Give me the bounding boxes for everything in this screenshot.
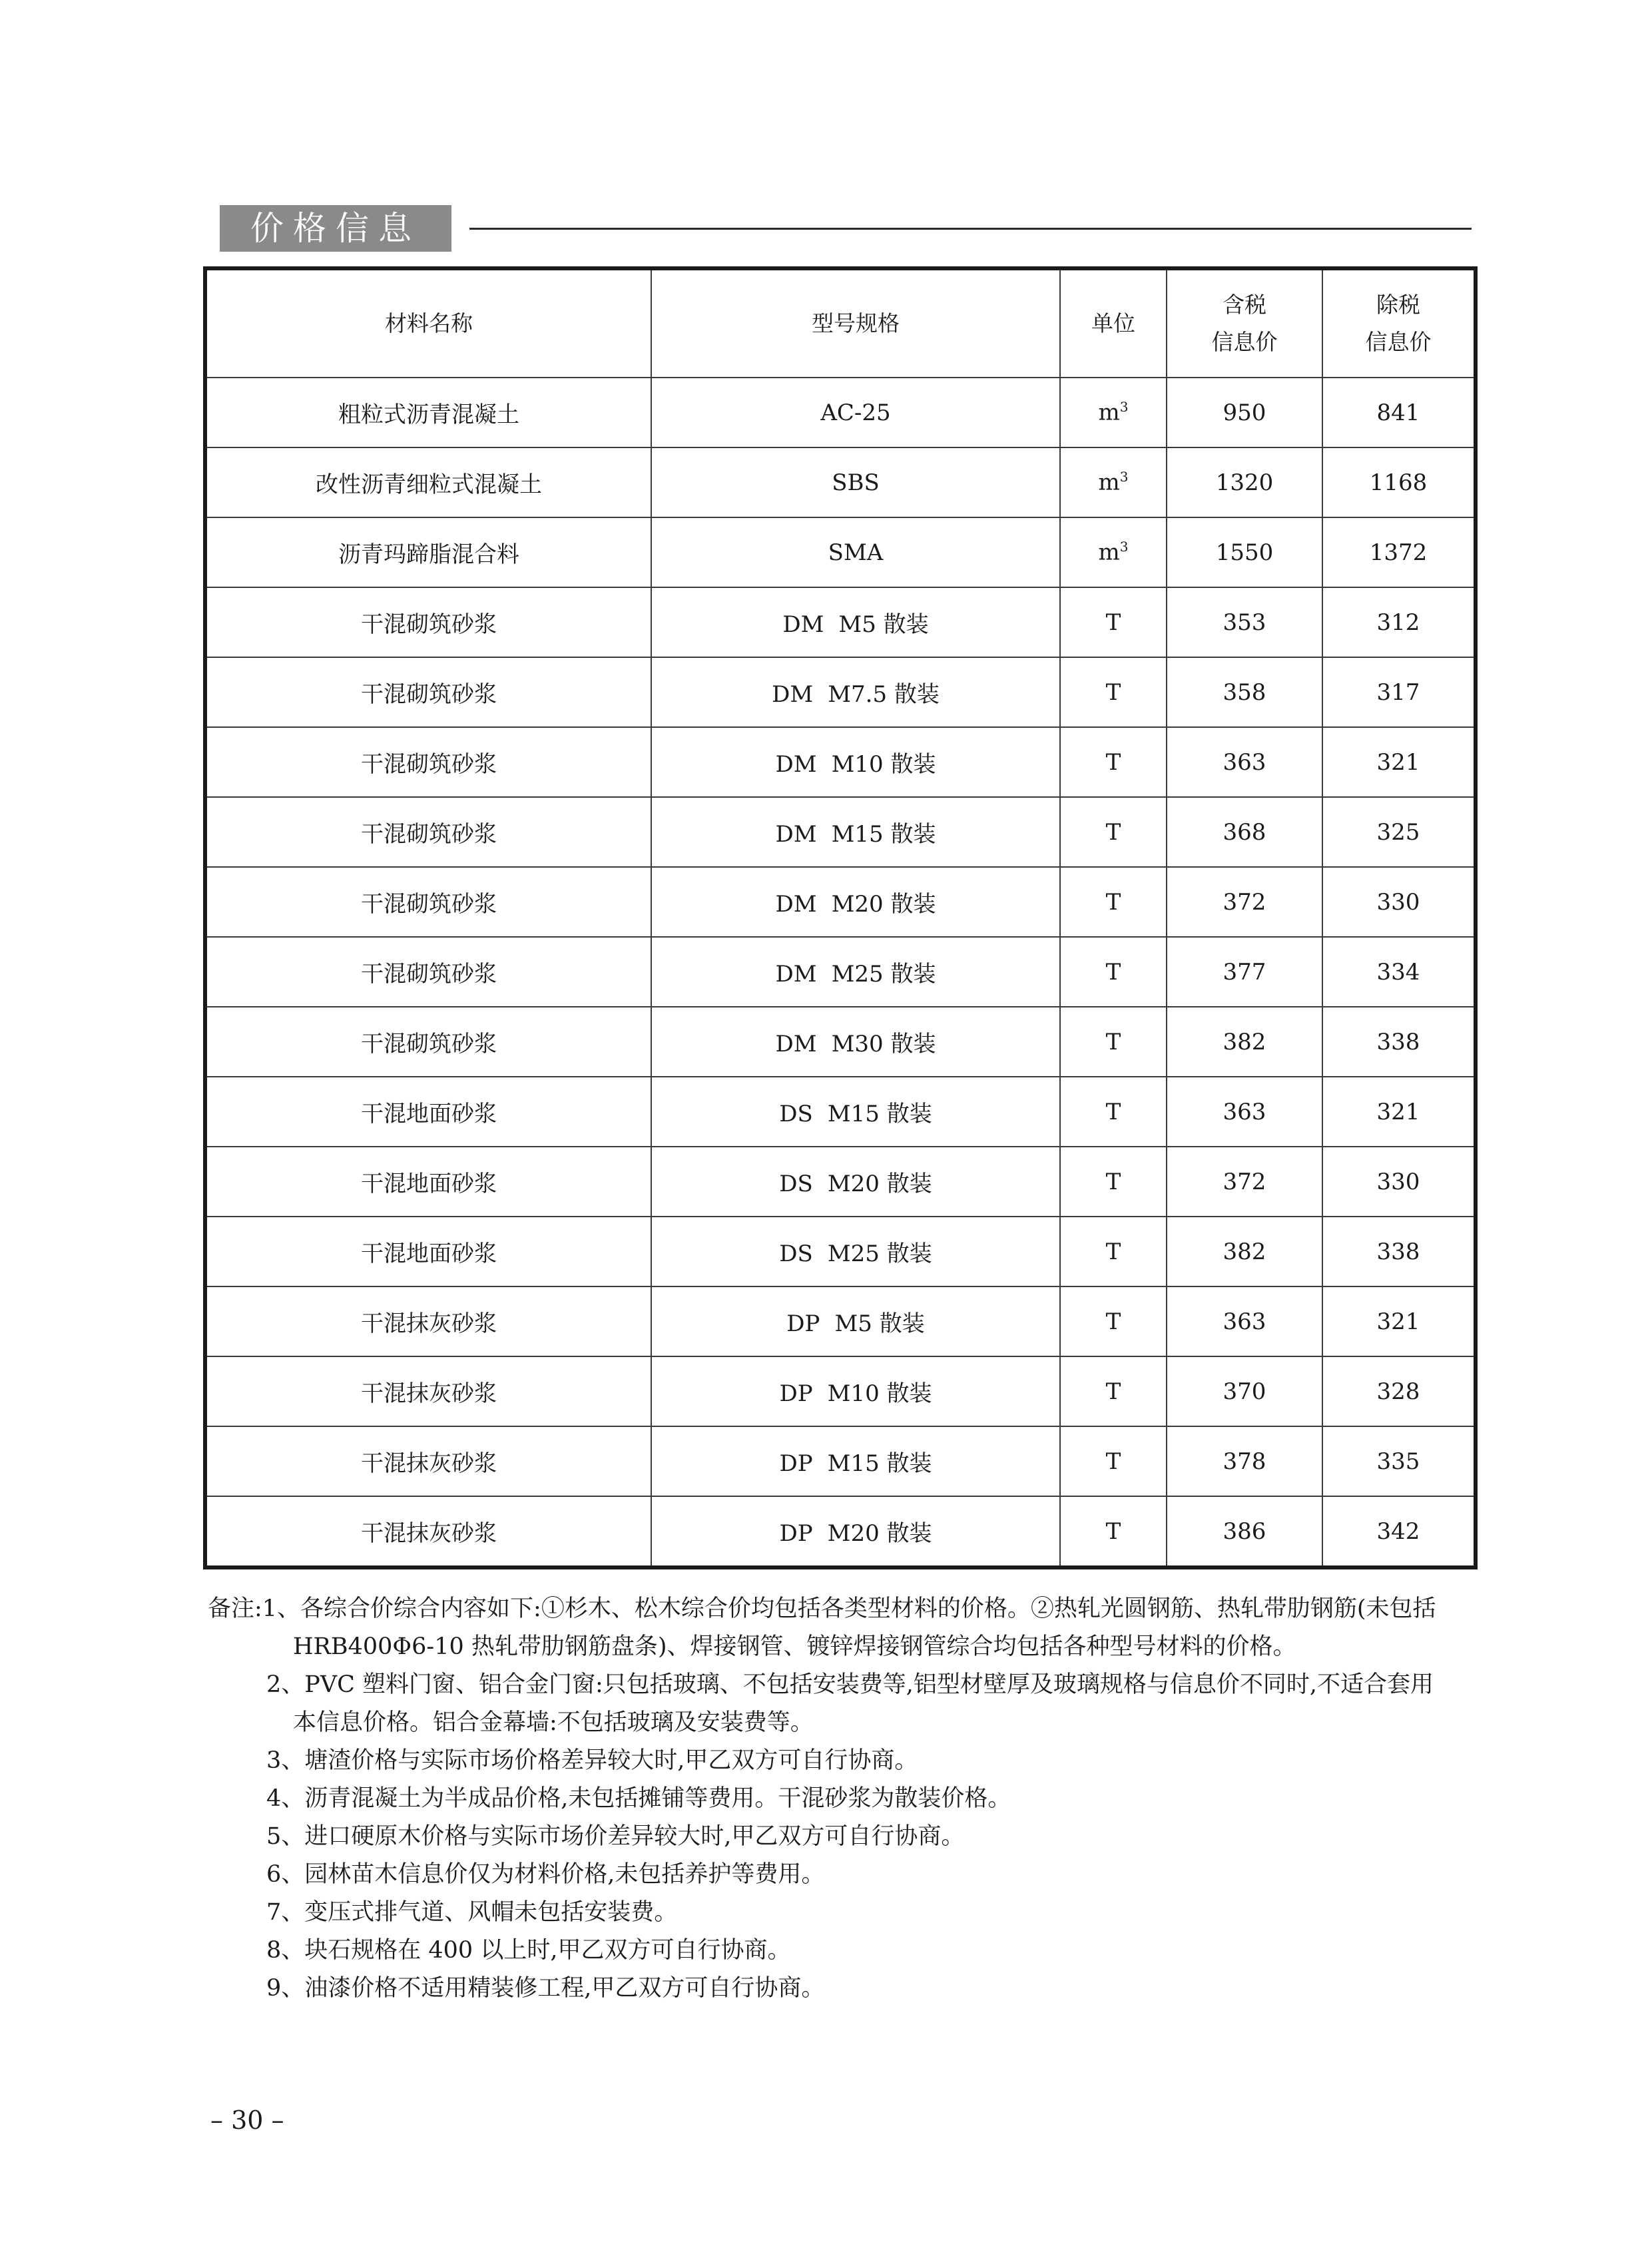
cell-price-tax-excl: 325 [1322, 797, 1476, 867]
spec-grade: M5 散装 [838, 611, 929, 638]
cell-name: 干混抹灰砂浆 [205, 1286, 651, 1356]
note-line: 8、块石规格在 400 以上时,甲乙双方可自行协商。 [266, 1937, 791, 1964]
table-row [205, 657, 1476, 727]
header-tax-excl-line1: 除税 [1376, 292, 1420, 318]
cell-price-tax-incl: 382 [1167, 1217, 1322, 1286]
cell-price-tax-excl: 330 [1322, 1147, 1476, 1217]
cell-unit [1060, 587, 1167, 657]
spec-series: DP [779, 1520, 813, 1547]
spec-series: DS [779, 1171, 813, 1197]
spec-grade: M5 散装 [834, 1310, 925, 1337]
cell-name: 干混砌筑砂浆 [205, 1007, 651, 1077]
note-line: 备注:1、各综合价综合内容如下:①杉木、松木综合价均包括各类型材料的价格。②热轧光圆钢筋、热轧带肋钢筋(未包括 [208, 1595, 1436, 1622]
spec-grade: M15 散装 [831, 821, 936, 848]
note-line: 9、油漆价格不适用精装修工程,甲乙双方可自行协商。 [266, 1975, 825, 2002]
unit-text: T [1105, 748, 1121, 776]
table-row [205, 1147, 1476, 1217]
table-row [205, 1007, 1476, 1077]
cell-spec [651, 378, 1060, 447]
unit-text: T [1105, 679, 1121, 706]
header-rule [469, 228, 1472, 230]
cell-spec [651, 937, 1060, 1007]
note-line: 5、进口硬原木价格与实际市场价差异较大时,甲乙双方可自行协商。 [266, 1823, 965, 1850]
spec-grade: M20 散装 [827, 1171, 932, 1197]
cell-unit [1060, 1077, 1167, 1147]
table-header-row [205, 268, 1476, 378]
cell-spec [651, 517, 1060, 587]
cell-price-tax-excl: 335 [1322, 1426, 1476, 1496]
spec-series: SBS [832, 469, 880, 496]
spec-series: DM [782, 611, 824, 638]
note-line: 3、塘渣价格与实际市场价格差异较大时,甲乙双方可自行协商。 [266, 1747, 918, 1774]
spec-series: AC-25 [820, 399, 891, 426]
cell-name: 沥青玛蹄脂混合料 [205, 517, 651, 587]
header-tax-excl-line2: 信息价 [1365, 329, 1432, 355]
spec-grade: M30 散装 [831, 1031, 936, 1057]
cell-spec [651, 1147, 1060, 1217]
table-row [205, 1426, 1476, 1496]
spec-series: DM [775, 961, 817, 988]
cell-spec [651, 1496, 1060, 1567]
spec-series: DS [779, 1101, 813, 1127]
section-header [220, 205, 1472, 252]
cell-price-tax-excl: 334 [1322, 937, 1476, 1007]
cell-price-tax-incl: 372 [1167, 867, 1322, 937]
cell-price-tax-excl: 321 [1322, 1286, 1476, 1356]
note-line: 本信息价格。铝合金幕墙:不包括玻璃及安装费等。 [293, 1709, 814, 1736]
cell-name: 干混砌筑砂浆 [205, 937, 651, 1007]
spec-series: SMA [828, 539, 884, 566]
unit-text: T [1105, 958, 1121, 986]
cell-spec [651, 1217, 1060, 1286]
table-row [205, 517, 1476, 587]
cell-name: 干混抹灰砂浆 [205, 1356, 651, 1426]
cell-name: 干混地面砂浆 [205, 1147, 651, 1217]
cell-spec [651, 657, 1060, 727]
cell-price-tax-excl: 330 [1322, 867, 1476, 937]
cell-name: 干混砌筑砂浆 [205, 657, 651, 727]
cell-name: 干混砌筑砂浆 [205, 587, 651, 657]
cell-name: 干混抹灰砂浆 [205, 1496, 651, 1567]
table-row [205, 1286, 1476, 1356]
note-line: 2、PVC 塑料门窗、铝合金门窗:只包括玻璃、不包括安装费等,铝型材壁厚及玻璃规格与信息价不同时,不适合套用 [266, 1671, 1434, 1698]
unit-text: T [1105, 1448, 1121, 1475]
unit-text: T [1105, 818, 1121, 846]
cell-spec [651, 1286, 1060, 1356]
cell-spec [651, 797, 1060, 867]
cell-price-tax-excl: 1168 [1322, 447, 1476, 517]
cell-price-tax-incl: 382 [1167, 1007, 1322, 1077]
cell-price-tax-excl: 321 [1322, 1077, 1476, 1147]
unit-text: m [1098, 469, 1120, 496]
table-row [205, 378, 1476, 447]
cell-name: 改性沥青细粒式混凝土 [205, 447, 651, 517]
header-tax-incl-line2: 信息价 [1211, 329, 1278, 355]
unit-superscript: 3 [1119, 539, 1129, 555]
cell-name: 干混砌筑砂浆 [205, 727, 651, 797]
notes [208, 1590, 1473, 2008]
cell-spec [651, 1077, 1060, 1147]
cell-spec [651, 1426, 1060, 1496]
cell-unit [1060, 797, 1167, 867]
note-line: 6、园林苗木信息价仅为材料价格,未包括养护等费用。 [266, 1861, 825, 1888]
cell-price-tax-excl: 338 [1322, 1217, 1476, 1286]
table-row [205, 797, 1476, 867]
cell-price-tax-excl: 338 [1322, 1007, 1476, 1077]
cell-name: 干混地面砂浆 [205, 1077, 651, 1147]
cell-name: 干混抹灰砂浆 [205, 1426, 651, 1496]
header-tax-incl-line1: 含税 [1223, 292, 1266, 318]
spec-grade: M10 散装 [827, 1380, 932, 1407]
cell-unit [1060, 1286, 1167, 1356]
page-number: – 30 – [210, 2106, 284, 2135]
cell-price-tax-excl: 317 [1322, 657, 1476, 727]
table-row [205, 1077, 1476, 1147]
spec-series: DM [775, 1031, 817, 1057]
cell-unit [1060, 867, 1167, 937]
spec-series: DP [786, 1310, 820, 1337]
table-row [205, 447, 1476, 517]
spec-grade: M25 散装 [827, 1241, 932, 1267]
cell-unit [1060, 378, 1167, 447]
spec-series: DP [779, 1450, 813, 1477]
cell-price-tax-incl: 372 [1167, 1147, 1322, 1217]
unit-text: m [1098, 399, 1120, 426]
cell-unit [1060, 517, 1167, 587]
cell-spec [651, 727, 1060, 797]
cell-price-tax-incl: 378 [1167, 1426, 1322, 1496]
cell-unit [1060, 1217, 1167, 1286]
spec-grade: M20 散装 [827, 1520, 932, 1547]
spec-series: DM [775, 821, 817, 848]
header-spec: 型号规格 [651, 268, 1060, 378]
cell-name: 干混砌筑砂浆 [205, 797, 651, 867]
cell-price-tax-excl: 312 [1322, 587, 1476, 657]
cell-unit [1060, 1007, 1167, 1077]
cell-unit [1060, 1426, 1167, 1496]
cell-unit [1060, 1147, 1167, 1217]
unit-text: T [1105, 1098, 1121, 1125]
cell-price-tax-incl: 363 [1167, 1286, 1322, 1356]
cell-price-tax-incl: 1320 [1167, 447, 1322, 517]
spec-grade: M15 散装 [827, 1101, 932, 1127]
cell-price-tax-incl: 950 [1167, 378, 1322, 447]
cell-price-tax-incl: 363 [1167, 727, 1322, 797]
cell-price-tax-incl: 377 [1167, 937, 1322, 1007]
cell-price-tax-incl: 368 [1167, 797, 1322, 867]
spec-series: DM [772, 681, 814, 708]
cell-price-tax-excl: 1372 [1322, 517, 1476, 587]
spec-grade: M20 散装 [831, 891, 936, 918]
cell-unit [1060, 727, 1167, 797]
cell-name: 干混地面砂浆 [205, 1217, 651, 1286]
cell-price-tax-excl: 841 [1322, 378, 1476, 447]
unit-text: T [1105, 1238, 1121, 1265]
cell-unit [1060, 937, 1167, 1007]
spec-grade: M15 散装 [827, 1450, 932, 1477]
header-tax-excl [1322, 268, 1476, 378]
note-line: HRB400Φ6-10 热轧带肋钢筋盘条)、焊接钢管、镀锌焊接钢管综合均包括各种型号材料的价格。 [293, 1633, 1296, 1660]
cell-unit [1060, 447, 1167, 517]
spec-grade: M7.5 散装 [828, 681, 940, 708]
section-title: 价格信息 [220, 205, 451, 252]
spec-grade: M25 散装 [831, 961, 936, 988]
unit-text: T [1105, 1028, 1121, 1055]
cell-price-tax-incl: 358 [1167, 657, 1322, 727]
cell-price-tax-excl: 328 [1322, 1356, 1476, 1426]
unit-text: T [1105, 1378, 1121, 1405]
cell-name: 干混砌筑砂浆 [205, 867, 651, 937]
unit-superscript: 3 [1119, 469, 1129, 485]
unit-text: T [1105, 1168, 1121, 1195]
header-tax-incl [1167, 268, 1322, 378]
cell-price-tax-incl: 1550 [1167, 517, 1322, 587]
cell-price-tax-incl: 353 [1167, 587, 1322, 657]
header-unit: 单位 [1060, 268, 1167, 378]
cell-unit [1060, 657, 1167, 727]
cell-unit [1060, 1496, 1167, 1567]
unit-text: T [1105, 1518, 1121, 1545]
cell-price-tax-excl: 342 [1322, 1496, 1476, 1567]
cell-price-tax-incl: 363 [1167, 1077, 1322, 1147]
spec-series: DS [779, 1241, 813, 1267]
cell-price-tax-excl: 321 [1322, 727, 1476, 797]
note-line: 7、变压式排气道、风帽未包括安装费。 [266, 1899, 678, 1926]
table-row [205, 867, 1476, 937]
table-row [205, 937, 1476, 1007]
table-row [205, 727, 1476, 797]
unit-superscript: 3 [1119, 399, 1129, 416]
table-row [205, 1496, 1476, 1567]
cell-spec [651, 447, 1060, 517]
table-row [205, 1356, 1476, 1426]
table-row [205, 587, 1476, 657]
spec-series: DM [775, 751, 817, 778]
cell-spec [651, 587, 1060, 657]
table-row [205, 1217, 1476, 1286]
unit-text: T [1105, 609, 1121, 636]
cell-price-tax-incl: 386 [1167, 1496, 1322, 1567]
spec-series: DM [775, 891, 817, 918]
price-table [203, 266, 1478, 1569]
cell-name: 粗粒式沥青混凝土 [205, 378, 651, 447]
spec-series: DP [779, 1380, 813, 1407]
cell-unit [1060, 1356, 1167, 1426]
cell-spec [651, 1007, 1060, 1077]
note-line: 4、沥青混凝土为半成品价格,未包括摊铺等费用。干混砂浆为散装价格。 [266, 1785, 1011, 1812]
unit-text: T [1105, 888, 1121, 916]
cell-price-tax-incl: 370 [1167, 1356, 1322, 1426]
cell-spec [651, 1356, 1060, 1426]
spec-grade: M10 散装 [831, 751, 936, 778]
cell-spec [651, 867, 1060, 937]
unit-text: m [1098, 539, 1120, 566]
unit-text: T [1105, 1308, 1121, 1335]
header-name: 材料名称 [205, 268, 651, 378]
